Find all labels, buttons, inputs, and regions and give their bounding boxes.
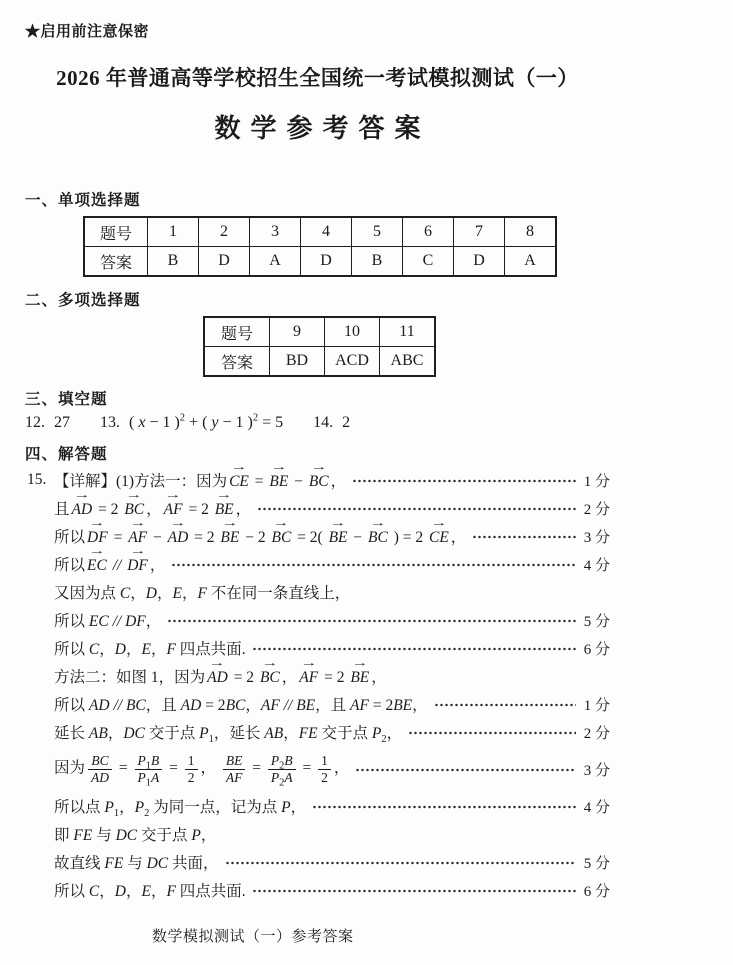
row-label-cell: 题号 [84,217,148,247]
text-run: = [115,759,132,777]
subscript: 2 [144,808,150,820]
text-run: ， [150,641,167,658]
question-number-cell: 7 [454,217,505,247]
solution-text [54,752,350,789]
solution-text [54,879,246,901]
math-vector: CE → [429,529,449,547]
solution-text [54,721,403,746]
math-variable-subscripted: $P_2$ [270,769,285,789]
math-fraction [185,753,198,785]
dotted-leader [472,535,575,539]
answer-cell: ACD [325,347,380,377]
text-run: 【详解】(1)方法一：因为 [54,473,228,490]
question-number-cell: 3 [250,217,301,247]
solution-text [54,497,251,519]
math-variable: BC [225,697,246,714]
confidential-notice: ★启用前注意保密 [25,23,150,40]
math-variable-subscripted: $P_1$ [137,769,152,789]
dotted-leader [252,889,576,893]
fill-item-number: 14. [313,414,334,431]
math-variable: E [141,641,151,658]
question-number-cell: 6 [403,217,454,247]
math-vector: BC → [260,669,280,687]
answer-cell: B [148,247,199,277]
math-variable: // [108,557,126,574]
math-vector: AF → [164,501,183,519]
text-run: = 2 [190,529,219,546]
text-run: ， [371,669,387,686]
superscript: 2 [179,412,186,424]
text-run: ( [129,414,139,431]
solution-line [25,718,610,746]
math-variable: AB [264,725,284,742]
question-number-row [204,317,435,347]
section-heading-multi-choice: 二、多项选择题 [25,292,141,309]
math-variable: AF [260,697,280,714]
text-run: 2 [342,414,351,431]
text-run: − [149,529,166,546]
dotted-leader [225,861,576,865]
dotted-leader [408,731,576,735]
math-fraction [88,753,112,785]
score-label: 2 分 [583,725,610,742]
math-variable-subscripted: $P_1$ [104,799,120,820]
fraction-numerator [318,753,331,770]
math-variable: C [119,585,131,602]
solution-line [25,820,610,848]
math-vector: BC → [271,529,291,547]
solution-text [54,665,387,687]
math-variable: FE [104,855,124,872]
score-label: 3 分 [583,529,610,546]
answer-cell: D [301,247,352,277]
math-variable: AF [350,697,369,714]
text-run: 为同一点，记为点 [149,799,282,816]
solution-line [25,466,610,494]
text-run: 1 [321,752,328,768]
math-variable: C [88,883,100,900]
math-variable: // [279,697,297,714]
text-run: 所以 [54,883,89,900]
fraction-denominator [318,770,331,786]
text-run: 延长 [54,725,89,742]
fill-item-number: 12. [25,414,45,431]
fraction-denominator [185,770,198,786]
math-variable: P [281,799,291,816]
fraction-denominator [135,769,163,789]
text-run: ， [146,501,162,518]
section-heading-solutions: 四、解答题 [25,446,108,463]
math-vector: AF → [128,529,147,547]
text-run: 方法二：如图 1，因为 [54,669,206,686]
text-run: ， [200,827,217,844]
solution-text [54,637,246,659]
score-label: 6 分 [583,883,610,900]
single-choice-answer-table [83,216,557,277]
fraction-denominator [223,770,246,786]
question-number-cell: 11 [380,317,436,347]
math-variable: D [114,883,126,900]
math-variable: EC [88,613,109,630]
text-run: 所以 [54,529,86,546]
math-variable: D [145,585,157,602]
text-run: 所以 [54,697,89,714]
answer-cell: A [250,247,301,277]
solution-line [25,606,610,634]
math-vector: AD → [72,501,93,519]
math-vector: BE → [220,529,239,547]
question-number: 15. [27,471,47,488]
text-run: 所以点 [54,799,105,816]
dotted-leader [252,647,576,651]
text-run: − 1 ) [145,414,180,431]
solution-text [54,469,346,491]
score-label: 6 分 [583,641,610,658]
math-variable: A [151,769,160,785]
dotted-leader [355,768,575,772]
subscript: 1 [145,777,152,789]
math-variable: FE [73,827,93,844]
math-vector: BE → [329,529,348,547]
text-run: 所以 [54,613,89,630]
math-variable: AD [180,697,202,714]
text-run: − [290,473,307,490]
math-fraction [223,753,246,785]
subscript: 2 [381,734,387,746]
math-fraction [268,752,296,789]
fraction-numerator [223,753,246,770]
text-run: ， [245,697,261,714]
text-run: 不在同一条直线上， [206,585,351,602]
dotted-leader [171,563,575,567]
solution-text [54,693,428,715]
fraction-numerator [135,753,163,770]
subscript: 1 [113,808,120,820]
math-variable: B [284,752,293,768]
text-run: ， [150,883,167,900]
text-run: ， [145,613,162,630]
math-vector: DF → [87,529,108,547]
text-run: 1 [187,752,195,768]
text-run: ， [386,725,403,742]
solution-line [25,494,610,522]
text-run: = [165,759,182,777]
score-label: 5 分 [583,855,610,872]
text-run: ) = 2 [389,529,427,546]
text-run: = [298,759,316,777]
math-vector: BC → [368,529,388,547]
text-run: 所以 [54,557,86,574]
math-vector: EC → [87,557,107,575]
fill-item-answer [54,414,70,432]
text-run: = 2( [293,529,327,546]
text-run: ， [235,501,252,518]
dotted-leader [434,703,576,707]
superscript: 2 [252,412,259,424]
dotted-leader [352,479,576,483]
text-run: 又因为点 [54,585,120,602]
math-variable: D [114,641,126,658]
math-variable: AD [88,697,110,714]
fill-blank-answers [25,410,610,436]
question-number-row [84,217,556,247]
text-run: = [250,473,268,490]
row-label-cell: 答案 [204,347,270,377]
solution-text [54,553,165,575]
section-heading-fill-blank: 三、填空题 [25,391,108,408]
row-label-cell: 答案 [84,247,148,277]
text-run: 2 [187,769,195,785]
math-variable-subscripted: $P_1$ [137,752,152,772]
fraction-numerator [268,753,296,770]
text-run: 且 [54,501,70,518]
text-run: ， [125,883,142,900]
text-run: = 2 [94,501,123,518]
text-run: 四点共面. [175,641,246,658]
answer-cell: D [199,247,250,277]
text-run: 四点共面. [175,883,246,900]
text-run: ， [412,697,428,714]
text-run: ， [130,585,146,602]
text-run: 交于点 [317,725,372,742]
section-heading-single-choice: 一、单项选择题 [25,192,141,209]
math-vector: BE → [350,669,369,687]
text-run: ，且 [145,697,181,714]
multi-choice-answer-table [203,316,436,377]
text-run: 27 [54,414,70,431]
fraction-numerator [185,753,198,770]
math-fraction [318,753,331,785]
math-variable: DF [125,613,146,630]
text-run: − 2 [241,529,270,546]
text-run: = [109,529,127,546]
question-number-cell: 1 [148,217,199,247]
score-label: 1 分 [583,473,610,490]
dotted-leader [167,619,575,623]
row-label-cell: 题号 [204,317,270,347]
text-run: ， [119,799,135,816]
math-fraction [135,752,163,789]
subscript: 2 [279,777,285,789]
score-label: 3 分 [583,762,610,779]
solution-line [25,746,610,792]
text-run: ，且 [315,697,351,714]
math-variable-subscripted: $P_1$ [199,725,214,746]
text-run: 交于点 [144,725,200,742]
math-variable: BE [296,697,316,714]
text-run: ， [125,641,142,658]
math-vector: BE → [215,501,234,519]
solution-line [25,848,610,876]
math-vector: BC → [309,473,329,491]
text-run: − [349,529,367,546]
text-run: ， [99,641,115,658]
math-vector: AF → [299,669,318,687]
math-variable: P [191,827,201,844]
solution-line [25,578,610,606]
solution-text [54,851,219,873]
text-run: = 5 [258,414,284,431]
text-run: − 1 ) [218,414,253,431]
math-vector: CE → [229,473,249,491]
fraction-denominator [88,770,112,786]
solution-text [54,525,466,547]
text-run: ， [281,669,298,686]
math-variable: F [197,585,207,602]
text-run: ， [99,883,115,900]
text-run: ， [107,725,124,742]
subscript: 2 [279,760,285,772]
text-run: 与 [92,827,116,844]
math-variable: BE [393,697,413,714]
math-variable: E [141,883,151,900]
fraction-denominator [268,769,296,789]
math-variable-subscripted: $P_2$ [134,799,150,820]
math-vector: DF → [127,557,148,575]
answer-row [204,347,435,377]
fraction-numerator [88,753,111,770]
text-run: 所以 [54,641,89,658]
math-variable: DC [146,855,169,872]
score-label: 5 分 [583,613,610,630]
text-run: 交于点 [137,827,192,844]
solution-block-q15 [25,466,610,904]
math-vector: AD → [168,529,189,547]
subscript: 1 [145,760,152,772]
question-number-cell: 8 [505,217,557,247]
page-title: 数学参考答案 [214,114,431,143]
solution-line [25,662,610,690]
solution-line [25,690,610,718]
score-label: 1 分 [583,697,610,714]
solution-text [54,609,161,631]
answer-cell: D [454,247,505,277]
math-variable: AD [91,769,110,785]
math-variable: // [108,613,126,630]
math-variable: DC [123,725,145,742]
question-number-cell: 5 [352,217,403,247]
math-variable: BC [91,752,109,768]
text-run: + ( [185,414,212,431]
math-variable: E [172,585,182,602]
math-variable: AF [225,769,243,785]
question-number-cell: 2 [199,217,250,247]
text-run: 因为 [54,759,86,777]
solution-line [25,876,610,904]
text-run: = 2 [368,697,394,714]
exam-title: 2026 年普通高等学校招生全国统一考试模拟测试（一） [56,66,579,90]
math-variable-subscripted: $P_2$ [371,725,387,746]
subscript: 1 [208,734,214,746]
math-variable: BE [225,752,243,768]
text-run: = 2 [320,669,349,686]
score-label: 4 分 [583,799,610,816]
math-variable: B [151,752,160,768]
text-run: ， [290,799,307,816]
fill-item-answer [342,414,350,432]
text-run: 即 [54,827,74,844]
math-variable: FE [298,725,318,742]
fill-item-number: 13. [100,414,120,431]
math-variable: BC [125,697,146,714]
solution-line [25,792,610,820]
math-vector: AD → [207,669,228,687]
answer-cell: C [403,247,454,277]
score-label: 2 分 [583,501,610,518]
answer-cell: A [505,247,557,277]
text-run: ， [450,529,467,546]
text-run: = 2 [184,501,213,518]
solution-text [54,795,307,820]
answer-cell: B [352,247,403,277]
text-run: ， [149,557,166,574]
fill-item-answer [129,414,283,432]
math-variable: y [211,414,219,431]
math-vector: BC → [124,501,144,519]
text-run: = 2 [201,697,226,714]
math-variable: F [166,641,176,658]
math-variable: F [166,883,176,900]
math-variable: AB [88,725,108,742]
answer-cell: BD [270,347,325,377]
text-run: 与 [123,855,147,872]
text-run: ，延长 [213,725,265,742]
solution-line [25,550,610,578]
solution-text [54,823,216,845]
text-run: ， [333,759,350,777]
text-run: ， [181,585,198,602]
math-variable: A [284,769,293,785]
text-run: = [248,759,265,777]
solution-line [25,522,610,550]
text-run: ， [330,473,347,490]
text-run: ， [156,585,173,602]
text-run: 共面， [168,855,219,872]
score-label: 4 分 [583,557,610,574]
answer-cell: ABC [380,347,436,377]
text-run: 2 [321,769,328,785]
dotted-leader [257,507,576,511]
text-run: ， [200,759,220,777]
dotted-leader [312,805,576,809]
math-variable: // [109,697,126,714]
text-run: = 2 [229,669,258,686]
text-run: ， [283,725,299,742]
math-variable: x [138,414,146,431]
math-variable-subscripted: $P_2$ [270,752,285,772]
question-number-cell: 4 [301,217,352,247]
page-footer: 数学模拟测试（一）参考答案 [152,929,354,945]
text-run: 故直线 [54,855,105,872]
solution-text [54,581,350,603]
math-variable: DC [115,827,138,844]
question-number-cell: 10 [325,317,380,347]
math-variable: C [88,641,100,658]
answer-row [84,247,556,277]
math-vector: BE → [269,473,288,491]
question-number-cell: 9 [270,317,325,347]
solution-line [25,634,610,662]
